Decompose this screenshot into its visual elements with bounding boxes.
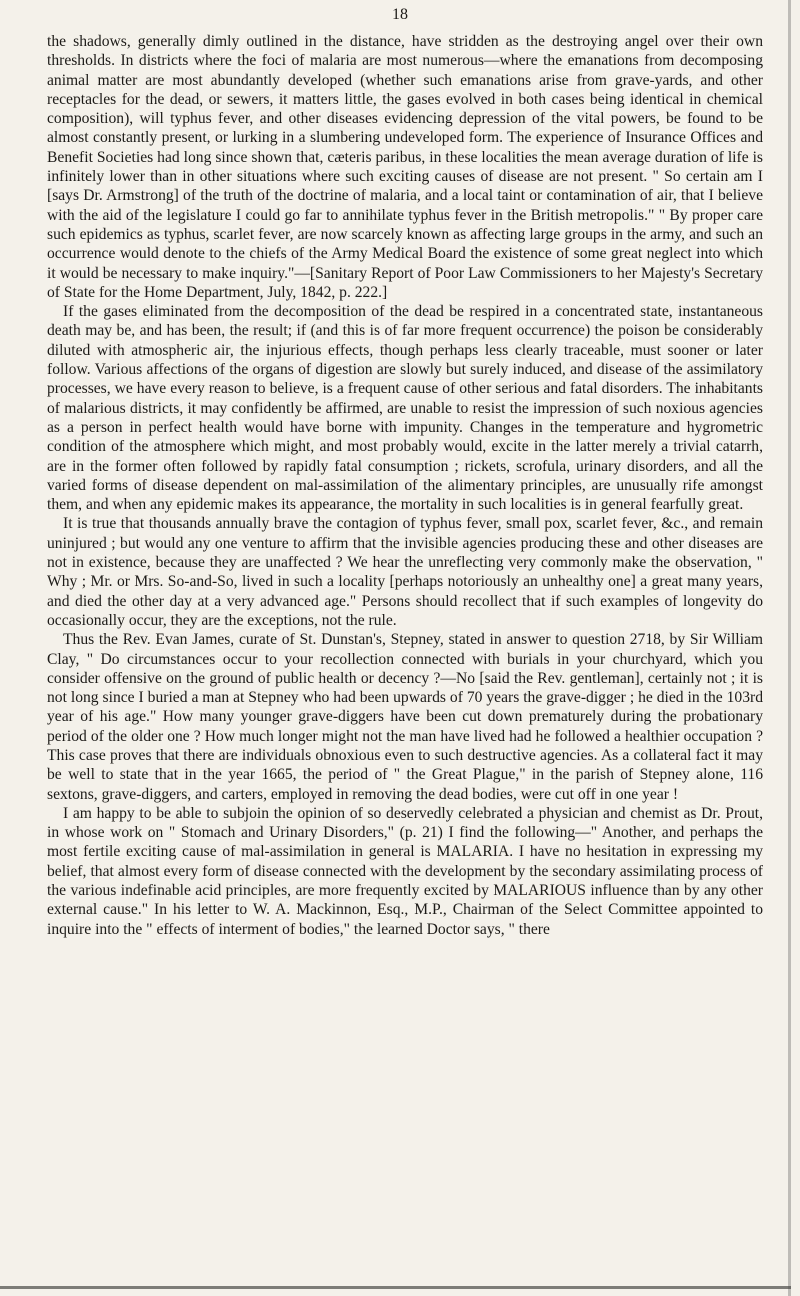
page-edge-shadow — [788, 0, 791, 1296]
body-text — [47, 32, 763, 939]
paragraph-4: Thus the Rev. Evan James, curate of St. Dunstan's, Stepney, stated in answer to question 2718, by Sir William Clay, " Do circumstances occur to your recollection connected with burials in your churchyard, which you consider offensive on the ground of public health or decency ?—No [said the Rev. gentleman], certainly not ; it is not long since I buried a man at Stepney who had been upwards of 70 years the grave-digger ; he died in the 103rd year of his age." How many younger grave-diggers have been cut down prematurely during the probationary period of the older one ? How much longer might not the man have lived had he followed a healthier occupation ? This case proves that there are individuals obnoxious even to such destructive agencies. As a collateral fact it may be well to state that in the year 1665, the period of " the Great Plague," in the parish of Stepney alone, 116 sextons, grave-diggers, and carters, employed in removing the dead bodies, were cut off in one year ! — [47, 631, 763, 803]
paragraph-3: It is true that thousands annually brave the contagion of typhus fever, small pox, scarlet fever, &c., and remain uninjured ; but would any one venture to affirm that the invisible agencies producing these and other diseases are not in existence, because they are unaffected ? We hear the unreflecting very commonly make the observation, " Why ; Mr. or Mrs. So-and-So, lived in such a locality [perhaps notoriously an unhealthy one] a great many years, and died the other day at a very advanced age." Persons should recollect that if such examples of longevity do occasionally occur, they are the exceptions, not the rule. — [47, 515, 763, 629]
paragraph-5: I am happy to be able to subjoin the opinion of so deservedly celebrated a physician and chemist as Dr. Prout, in whose work on " Stomach and Urinary Disorders," (p. 21) I find the following—" Another, and perhaps the most fertile exciting cause of mal-assimilation in general is MALARIA. I have no hesitation in expressing my belief, that almost every form of disease connected with the development by the secondary assimilating process of the various indefinable acid principles, are more frequently excited by MALARIOUS influence than by any other external cause." In his letter to W. A. Mackinnon, Esq., M.P., Chairman of the Select Committee appointed to inquire into the " effects of interment of bodies," the learned Doctor says, " there — [47, 804, 763, 938]
paragraph-2: If the gases eliminated from the decomposition of the dead be respired in a concentrated state, instantaneous death may be, and has been, the result; if (and this is of far more frequent occurrence) the poison be considerably diluted with atmospheric air, the injurious effects, though perhaps less clearly traceable, must sooner or later follow. Various affections of the organs of digestion are slowly but surely induced, and disease of the assimilatory processes, we have every reason to believe, is a frequent cause of other serious and fatal disorders. The inhabitants of malarious districts, it may confidently be affirmed, are unable to resist the impression of such noxious agencies as a person in perfect health would have borne with impunity. Changes in the temperature and hygrometric condition of the atmosphere which might, and most probably would, excite in the latter merely a trivial catarrh, are in the former often followed by rapidly fatal consumption ; rickets, scrofula, urinary disorders, and all the varied forms of disease dependent on mal-assimilation of the alimentary principles, are unusually rife amongst them, and when any epidemic makes its appearance, the mortality in such localities is in general fearfully great. — [47, 303, 763, 514]
page-number: 18 — [392, 6, 408, 23]
paragraph-1: the shadows, generally dimly outlined in the distance, have stridden as the destroying angel over their own thresholds. In districts where the foci of malaria are most numerous—where the emanations from decomposing animal matter are most abundantly developed (whether such emanations arise from grave-yards, and other receptacles for the dead, or sewers, it matters little, the gases evolved in both cases being identical in chemical composition), will typhus fever, and other diseases evidencing depression of the vital powers, be found to be almost constantly present, or lurking in a slumbering undeveloped form. The experience of Insurance Offices and Benefit Societies had long since shown that, cæteris paribus, in these localities the mean average duration of life is infinitely lower than in other situations where such exciting causes of disease are not present. " So certain am I [says Dr. Armstrong] of the truth of the doctrine of malaria, and a local taint or contamination of air, that I believe with the aid of the legislature I could go far to annihilate typhus fever in the British metropolis." " By proper care such epidemics as typhus, scarlet fever, are now scarcely known as affecting large groups in the army, and such an occurrence would denote to the chiefs of the Army Medical Board the existence of some great neglect into which it would be necessary to make inquiry."—[Sanitary Report of Poor Law Commissioners to her Majesty's Secretary of State for the Home Department, July, 1842, p. 222.] — [47, 33, 763, 301]
page-bottom-edge — [0, 1286, 791, 1289]
